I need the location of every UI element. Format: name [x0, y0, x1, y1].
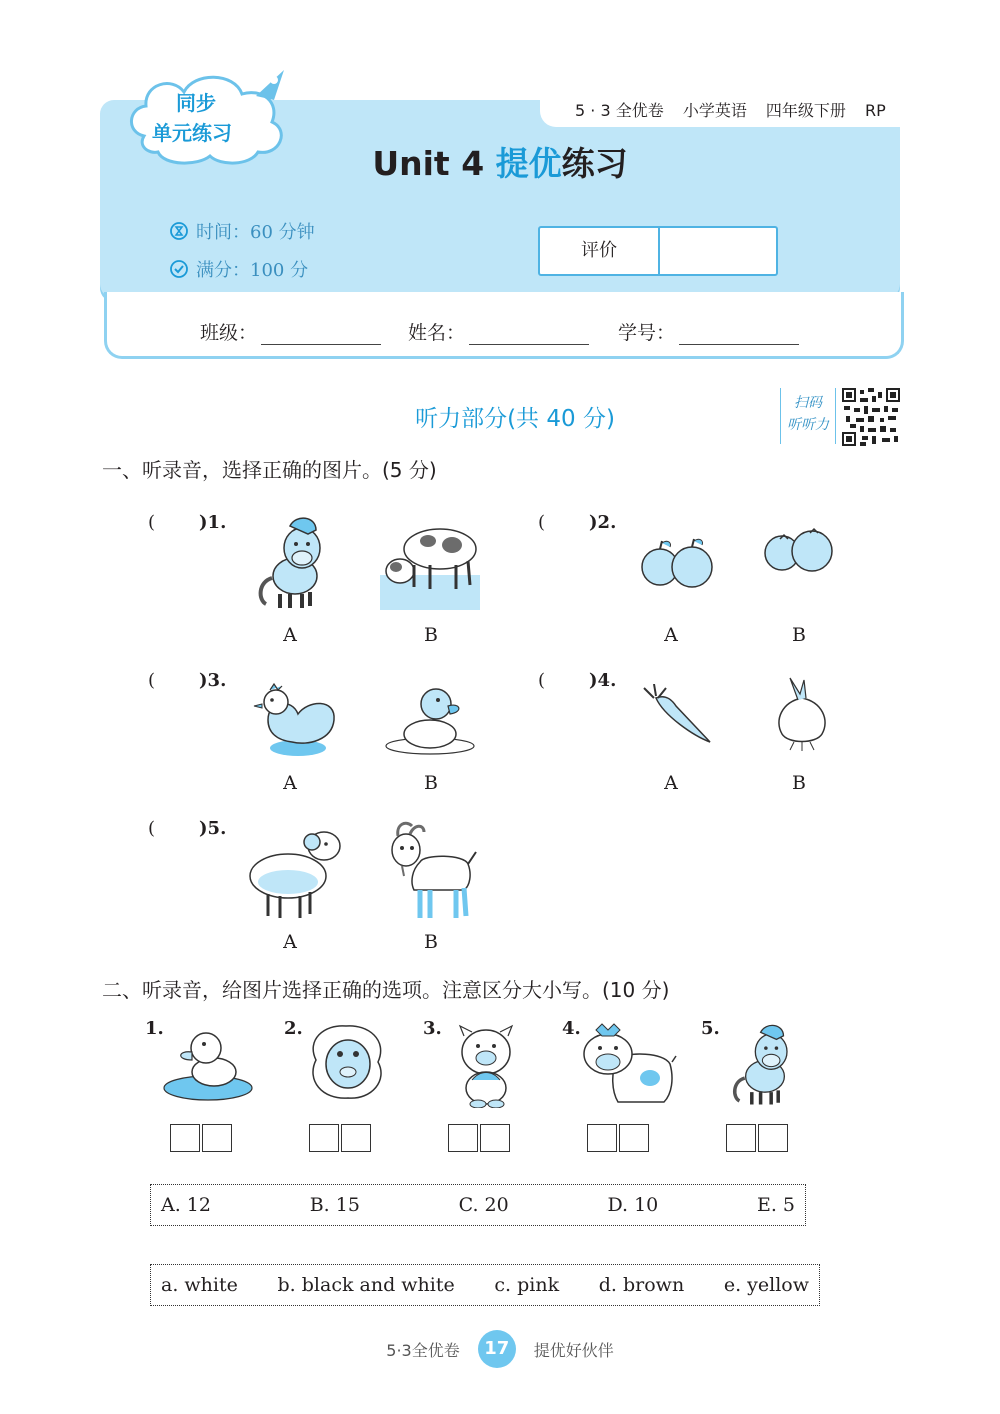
- sheep-icon: [244, 820, 348, 920]
- q1-option-b[interactable]: B: [424, 624, 438, 646]
- evaluation-label: 评价: [540, 228, 660, 274]
- p2-item-5-num: 5.: [701, 1018, 720, 1039]
- q1-option-a[interactable]: A: [283, 624, 297, 646]
- color-option-e: e. yellow: [723, 1274, 809, 1296]
- p2-answer-boxes-1[interactable]: [170, 1124, 232, 1152]
- duck-icon: [380, 680, 480, 758]
- q4-option-b[interactable]: B: [792, 772, 806, 794]
- horse-icon: [722, 1020, 808, 1108]
- color-option-d: d. brown: [598, 1274, 685, 1296]
- hourglass-icon: [170, 222, 188, 240]
- p2-item-3-num: 3.: [423, 1018, 442, 1039]
- q3-option-a[interactable]: A: [283, 772, 297, 794]
- hen-icon: [248, 680, 342, 760]
- orange-icon: [762, 525, 840, 575]
- number-option-b: B. 15: [309, 1194, 360, 1216]
- p2-item-5: [701, 1018, 720, 1039]
- p2-answer-boxes-4[interactable]: [587, 1124, 649, 1152]
- q1-paren: (: [148, 512, 156, 533]
- answer-box[interactable]: [202, 1124, 232, 1152]
- answer-box[interactable]: [587, 1124, 617, 1152]
- apple-icon: [638, 535, 718, 590]
- onion-icon: [772, 676, 832, 752]
- title-unit: Unit 4: [372, 144, 485, 183]
- cow-icon: [380, 515, 480, 610]
- p2-item-2-num: 2.: [284, 1018, 303, 1039]
- name-blank[interactable]: [469, 322, 589, 345]
- p2-item-2: [284, 1018, 303, 1039]
- footer-slogan: 提优好伙伴: [533, 1340, 614, 1360]
- name-label: 姓名：: [408, 322, 466, 344]
- listening-section-title: 听力部分(共 40 分): [415, 406, 615, 432]
- q4-number: [538, 670, 616, 691]
- cow-icon: [578, 1022, 678, 1110]
- class-blank[interactable]: [261, 322, 381, 345]
- color-options-box: [150, 1264, 820, 1306]
- page-title: [0, 138, 1000, 185]
- qr-code-icon[interactable]: [842, 388, 900, 446]
- badge-text-1: 同步: [176, 91, 216, 115]
- p2-answer-boxes-2[interactable]: [309, 1124, 371, 1152]
- q3-option-b[interactable]: B: [424, 772, 438, 794]
- p2-item-1-num: 1.: [145, 1018, 164, 1039]
- qr-label: [780, 388, 836, 444]
- p2-item-4-num: 4.: [562, 1018, 581, 1039]
- q3-paren: (: [148, 670, 156, 691]
- p2-item-3: [423, 1018, 442, 1039]
- evaluation-box: [538, 226, 778, 276]
- id-blank[interactable]: [679, 322, 799, 345]
- q2-option-b[interactable]: B: [792, 624, 806, 646]
- time-row: [170, 218, 315, 244]
- color-option-a: a. white: [161, 1274, 238, 1296]
- q3-number: [148, 670, 226, 691]
- q5-option-a[interactable]: A: [283, 931, 297, 953]
- q4-paren: (: [538, 670, 546, 691]
- id-field[interactable]: [618, 318, 799, 345]
- score-row: [170, 256, 308, 282]
- answer-box[interactable]: [309, 1124, 339, 1152]
- number-option-c: C. 20: [458, 1194, 509, 1216]
- answer-box[interactable]: [170, 1124, 200, 1152]
- check-circle-icon: [170, 260, 188, 278]
- qr-label-line1: 扫码: [794, 395, 822, 411]
- score-label: 满分：100 分: [196, 260, 309, 281]
- duck-icon: [160, 1026, 254, 1104]
- answer-box[interactable]: [758, 1124, 788, 1152]
- q4-option-a[interactable]: A: [664, 772, 678, 794]
- footer-series: 5·3全优卷: [386, 1340, 460, 1360]
- part2-heading: 二、听录音，给图片选择正确的选项。注意区分大小写。(10 分): [102, 978, 670, 1002]
- p2-answer-boxes-3[interactable]: [448, 1124, 510, 1152]
- p2-answer-boxes-5[interactable]: [726, 1124, 788, 1152]
- sheep-icon: [302, 1020, 392, 1106]
- q2-paren: (: [538, 512, 546, 533]
- answer-box[interactable]: [448, 1124, 478, 1152]
- q2-option-a[interactable]: A: [664, 624, 678, 646]
- series-info: [575, 98, 900, 121]
- carrot-icon: [642, 684, 714, 746]
- answer-box[interactable]: [619, 1124, 649, 1152]
- number-option-e: E. 5: [756, 1194, 795, 1216]
- badge-text-2: 单元练习: [152, 121, 232, 145]
- title-highlight: 提优: [495, 144, 562, 183]
- name-field[interactable]: [408, 318, 589, 345]
- q1-number: [148, 512, 226, 533]
- q3-label: )3.: [199, 670, 227, 691]
- q5-number: [148, 818, 226, 839]
- number-options-box: [150, 1184, 806, 1226]
- part1-heading: 一、听录音，选择正确的图片。(5 分): [102, 458, 437, 482]
- pig-icon: [452, 1024, 520, 1108]
- series-name: 5 · 3 全优卷: [575, 101, 664, 120]
- class-field[interactable]: [200, 318, 381, 345]
- q5-option-b[interactable]: B: [424, 931, 438, 953]
- number-option-d: D. 10: [607, 1194, 659, 1216]
- goat-icon: [384, 818, 478, 922]
- grade: 四年级下册: [765, 101, 846, 120]
- time-label: 时间：60 分钟: [196, 222, 315, 243]
- answer-box[interactable]: [480, 1124, 510, 1152]
- color-option-b: b. black and white: [277, 1274, 455, 1296]
- number-option-a: A. 12: [161, 1194, 211, 1216]
- q5-label: )5.: [199, 818, 227, 839]
- q2-label: )2.: [589, 512, 617, 533]
- q1-label: )1.: [199, 512, 227, 533]
- qr-label-line2: 听听力: [787, 417, 829, 433]
- q5-paren: (: [148, 818, 156, 839]
- page-number: 17: [478, 1330, 516, 1368]
- page-footer: [0, 1330, 1000, 1368]
- subject: 小学英语: [682, 101, 747, 120]
- id-label: 学号：: [618, 322, 676, 344]
- answer-box[interactable]: [726, 1124, 756, 1152]
- title-suffix: 练习: [561, 144, 628, 183]
- answer-box[interactable]: [341, 1124, 371, 1152]
- q2-number: [538, 512, 616, 533]
- color-option-c: c. pink: [494, 1274, 560, 1296]
- class-label: 班级：: [200, 322, 258, 344]
- q4-label: )4.: [589, 670, 617, 691]
- edition: RP: [865, 101, 886, 120]
- horse-icon: [250, 512, 340, 612]
